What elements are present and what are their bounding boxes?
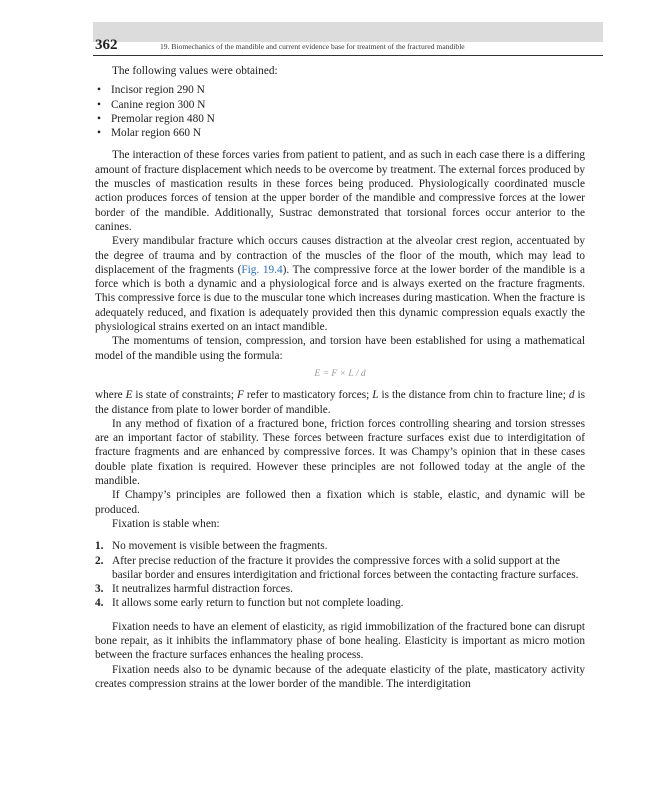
list-item-text: It neutralizes harmful distraction forces. <box>112 583 293 596</box>
list-item-text: It allows some early return to function but not complete loading. <box>112 597 404 610</box>
force-values-list <box>95 83 585 140</box>
paragraph: The interaction of these forces varies from patient to patient, and as such in each case there is a differing amount of fracture displacement which needs to be overcome by treatment. The external forces produced by the muscles of mastication results in these forces being produced. Physiologically coordinated muscle action produces forces of tension at the upper border of the mandible and compressive forces at the lower border of the mandible. Additionally, Sustrac demonstrated that torsional forces occur anterior to the canines. <box>95 149 585 233</box>
bullet-icon: • <box>97 127 101 140</box>
list-item <box>95 554 585 583</box>
list-number: 2. <box>95 554 104 567</box>
list-number: 4. <box>95 597 104 610</box>
bullet-icon: • <box>97 84 101 97</box>
list-item <box>95 126 585 140</box>
page-number: 362 <box>95 37 118 53</box>
paragraph: The momentums of tension, compression, and torsion have been established for using a mathematical model of the mandible using the formula: <box>95 335 585 362</box>
list-item-text: Premolar region 480 N <box>111 112 215 125</box>
list-item-text: Incisor region 290 N <box>111 84 205 97</box>
paragraph: Fixation needs to have an element of elasticity, as rigid immobilization of the fractured bone can disrupt bone repair, as it inhibits the inflammatory phase of bone healing. Elasticity is important as micro motion between the fracture surfaces enhances the healing process. <box>95 620 585 662</box>
paragraph: In any method of fixation of a fractured bone, friction forces controlling shearing and torsion stresses are an important factor of stability. These forces between fracture surfaces exist due to interdigitation of fracture fragments and are enhanced by compressive forces. It was Champy’s opinion that in these cases double plate fixation is required. However these principles are not followed today at the angle of the mandible. <box>95 417 585 488</box>
list-item <box>95 582 585 596</box>
paragraph: Fixation needs also to be dynamic because of the adequate elasticity of the plate, masticatory activity creates compression strains at the lower border of the mandible. The interdigitation <box>95 663 585 690</box>
list-item-text: After precise reduction of the fracture it provides the compressive forces with a solid support at the basilar border and ensures interdigitation and frictional forces between the contacting fracture surfaces. <box>112 554 579 581</box>
paragraph: If Champy’s principles are followed then a fixation which is stable, elastic, and dynamic will be produced. <box>95 489 585 516</box>
bullet-icon: • <box>97 98 101 111</box>
list-item-text: Molar region 660 N <box>111 127 202 140</box>
paragraph: Fixation is stable when: <box>112 517 220 530</box>
header-rule <box>93 55 603 56</box>
list-item <box>95 596 585 610</box>
list-item-text: Canine region 300 N <box>111 98 206 111</box>
paragraph: Every mandibular fracture which occurs causes distraction at the alveolar crest region, accentuated by the degree of trauma and by contraction of the muscles of the floor of the mouth, which may lead to displacement of the fragments (Fig. 19.4). The compressive force at the lower border of the mandible is a force which is both a dynamic and a physiological force and is always exerted on the fracture fragments. This compressive force is due to the muscular tone which increases during mastication. When the fracture is adequately reduced, and fixation is adequately provided then this dynamic compression equals exactly the physiological strains exerted on an intact mandible. <box>95 235 585 334</box>
list-number: 3. <box>95 583 104 596</box>
list-number: 1. <box>95 540 104 553</box>
paragraph: where E is state of constraints; F refer to masticatory forces; L is the distance from chin to fracture line; d is the distance from plate to lower border of mandible. <box>95 389 586 416</box>
intro-text: The following values were obtained: <box>112 65 278 77</box>
list-item <box>95 83 585 97</box>
running-head: 19. Biomechanics of the mandible and current evidence base for treatment of the fractured mandible <box>160 42 465 51</box>
header-band <box>93 22 603 42</box>
list-item <box>95 112 585 126</box>
list-item <box>95 98 585 112</box>
figure-link[interactable]: Fig. 19.4 <box>241 263 283 276</box>
bullet-icon: • <box>97 112 101 125</box>
list-item <box>95 539 585 553</box>
list-item-text: No movement is visible between the fragments. <box>112 540 328 553</box>
page-body <box>95 64 585 691</box>
formula: E = F × L / d <box>314 368 366 379</box>
stability-conditions-list <box>95 539 585 610</box>
